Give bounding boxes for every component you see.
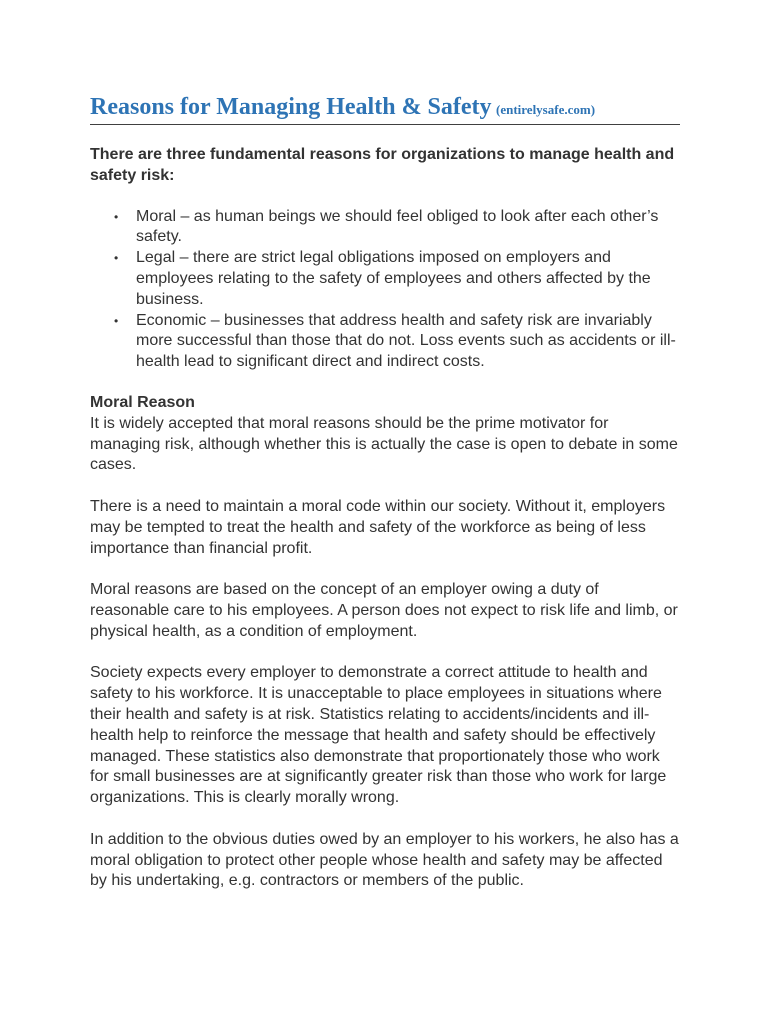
title-row [90,92,680,125]
bullet-icon: • [114,251,119,266]
list-item [114,311,680,373]
paragraph: There is a need to maintain a moral code within our society. Without it, employers may be tempted to treat the health and safety of the workforce as being of less importance than financial profit. [90,497,666,557]
reason-text-economic: Economic – businesses that address health and safety risk are invariably more successful than those that do not. Loss events such as accidents or ill-health lead to significant direct and indirect costs. [136,311,676,371]
intro-text: There are three fundamental reasons for organizations to manage health and safety risk: [90,146,675,184]
page-title: Reasons for Managing Health & Safety [90,94,492,120]
section-heading: Moral Reason [90,393,195,411]
paragraph: In addition to the obvious duties owed by an employer to his workers, he also has a moral obligation to protect other people whose health and safety may be affected by his undertaking, e.g. contractors or members of the public. [90,830,679,890]
bullet-icon: • [114,313,119,328]
list-item [114,248,680,310]
paragraph: Moral reasons are based on the concept of an employer owing a duty of reasonable care to his employees. A person does not expect to risk life and limb, or physical health, as a condition of employment. [90,581,678,640]
document-page [90,92,680,913]
reason-text-moral: Moral – as human beings we should feel obliged to look after each other’s safety. [136,207,659,246]
list-item [114,207,680,249]
reasons-list [90,207,680,373]
paragraph: Society expects every employer to demonstrate a correct attitude to health and safety to his workforce. It is unacceptable to place employees in situations where their health and safety is at risk. Statistics relating to accidents/incidents and ill-health help to reinforce the message that health and safety should be effectively managed. These statistics also demonstrate that proportionately those who work for small businesses are at significantly greater risk than those who work for large organizations. This is clearly morally wrong. [90,664,667,807]
paragraph: It is widely accepted that moral reasons should be the prime motivator for managing risk, although whether this is actually the case is open to debate in some cases. [90,414,678,474]
bullet-icon: • [114,209,119,224]
reason-text-legal: Legal – there are strict legal obligations imposed on employers and employees relating to the safety of employees and others affected by the business. [136,249,651,308]
source-link[interactable]: (entirelysafe.com) [496,102,596,117]
